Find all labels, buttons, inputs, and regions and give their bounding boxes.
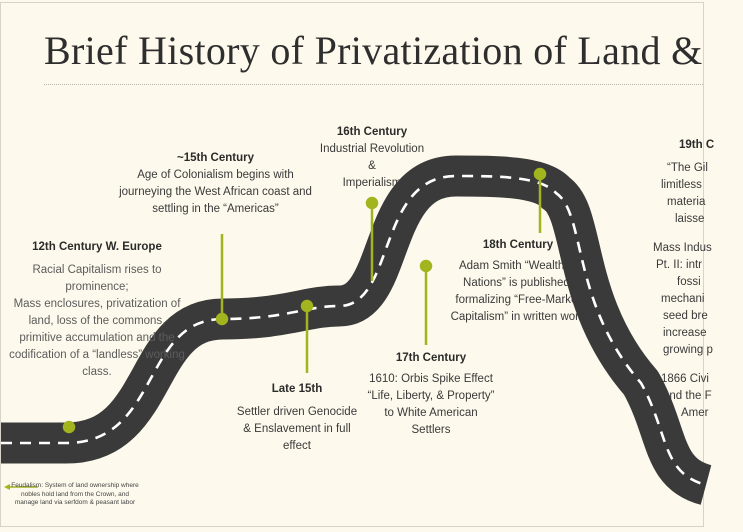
event-heading: ~15th Century bbox=[176, 152, 254, 164]
page-title: Brief History of Privatization of Land & bbox=[44, 28, 703, 73]
marker-dot-15th bbox=[217, 314, 227, 324]
marker-dot-late15th bbox=[302, 301, 312, 311]
marker-dot-12th bbox=[64, 422, 74, 432]
event-16th-century bbox=[306, 124, 438, 192]
event-19th-century bbox=[653, 137, 743, 422]
event-12th-century bbox=[7, 239, 187, 381]
event-heading: 19th C bbox=[679, 139, 715, 151]
event-text: fossi bbox=[677, 276, 701, 288]
event-text: Age of Colonialism begins with journeying the West African coast and settling in the “Americas” bbox=[119, 169, 312, 215]
event-text: Settler driven Genocide & Enslavement in full effect bbox=[236, 406, 358, 452]
event-heading: 16th Century bbox=[336, 126, 408, 138]
marker-dot-17th bbox=[421, 261, 431, 271]
event-text: laisse bbox=[675, 213, 705, 225]
event-text: growing p bbox=[663, 344, 713, 356]
event-heading: 12th Century W. Europe bbox=[32, 241, 162, 253]
event-text: Pt. II: intr bbox=[656, 259, 703, 271]
legend-note: Feudalism: System of land ownership where nobles hold land from the Crown, and manage land via serfdom & peasant labor bbox=[11, 482, 139, 506]
event-text: Adam Smith “Wealth of Nations” is published, formalizing “Free-Market Capitalism” in written word bbox=[450, 260, 586, 323]
event-text: 1866 Civi bbox=[661, 373, 709, 385]
marker-dot-16th bbox=[367, 198, 377, 208]
event-text: Mass Indus bbox=[653, 242, 712, 254]
event-text: “Life, Liberty, & Property” to White American Settlers bbox=[367, 390, 495, 436]
event-text: “The Gil bbox=[667, 162, 708, 174]
event-text: Imperialism bbox=[342, 177, 402, 189]
diagram-frame bbox=[0, 2, 715, 527]
event-text: materia bbox=[667, 196, 706, 208]
event-late-15th bbox=[233, 381, 361, 455]
event-heading: Late 15th bbox=[271, 383, 323, 395]
event-text: Amer bbox=[681, 407, 709, 419]
event-heading: 17th Century bbox=[395, 352, 467, 364]
event-text: Industrial Revolution bbox=[319, 143, 425, 155]
event-text: 1610: Orbis Spike Effect bbox=[369, 373, 493, 385]
event-text: & bbox=[368, 160, 376, 172]
event-17th-century bbox=[367, 350, 495, 439]
event-18th-century bbox=[449, 237, 587, 326]
event-text: and the F bbox=[663, 390, 712, 402]
marker-dot-18th bbox=[535, 169, 545, 179]
event-text: mechani bbox=[661, 293, 705, 305]
event-text: Racial Capitalism rises to prominence; bbox=[32, 264, 162, 293]
event-text: seed bre bbox=[663, 310, 708, 322]
event-text: limitless bbox=[661, 179, 702, 191]
event-15th-century bbox=[113, 150, 318, 218]
event-text: increase bbox=[663, 327, 707, 339]
event-text: Mass enclosures, privatization of land, loss of the commons, primitive accumulation and the codification of a “landless” working class. bbox=[9, 298, 185, 378]
event-heading: 18th Century bbox=[482, 239, 554, 251]
